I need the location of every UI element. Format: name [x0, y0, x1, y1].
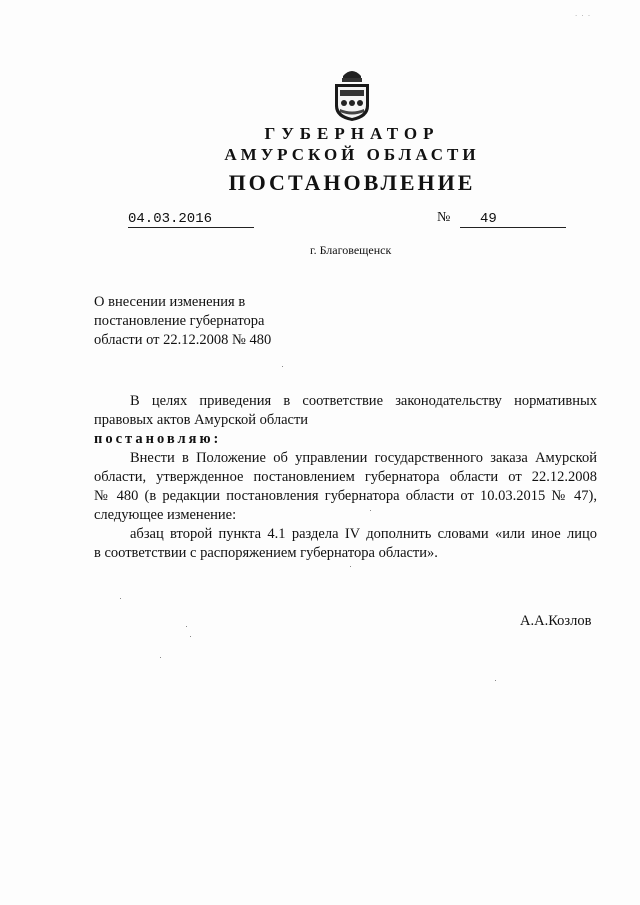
number-label: №	[437, 210, 451, 225]
coat-of-arms-emblem	[331, 66, 373, 122]
preamble-line: правовых актов Амурской области	[94, 412, 309, 428]
change-line: в соответствии с распоряжением губернатора области».	[94, 545, 438, 561]
city-name: г. Благовещенск	[310, 243, 392, 257]
item-line: Внести в Положение об управлении государственного заказа Амурской	[130, 450, 597, 466]
decree-word: постановляю:	[94, 431, 222, 447]
scan-speck	[120, 598, 121, 599]
scan-speck	[370, 510, 371, 511]
subject-line: области от 22.12.2008 № 480	[94, 332, 272, 348]
change-line: абзац второй пункта 4.1 раздела IV дополнить словами «или иное лицо	[130, 526, 597, 542]
header-region: АМУРСКОЙ ОБЛАСТИ	[224, 145, 480, 164]
item-line: следующее изменение:	[94, 507, 237, 523]
signature-name: А.А.Козлов	[520, 613, 592, 629]
preamble-line: В целях приведения в соответствие законодательству нормативных	[130, 393, 597, 409]
scan-speck	[190, 636, 191, 637]
scan-speck	[186, 626, 187, 627]
document-date: 04.03.2016	[128, 211, 254, 228]
scan-speck	[495, 680, 496, 681]
subject-line: постановление губернатора	[94, 313, 265, 329]
scan-speck	[160, 657, 161, 658]
corner-mark: · · ·	[575, 12, 592, 20]
document-body	[94, 392, 597, 563]
document-type-title: ПОСТАНОВЛЕНИЕ	[228, 170, 476, 195]
scan-speck	[350, 566, 351, 567]
item-line: № 480 (в редакции постановления губернатора области от 10.03.2015 № 47),	[94, 488, 597, 504]
document-number: 49	[460, 211, 566, 228]
scan-speck	[282, 366, 283, 367]
header-governor: ГУБЕРНАТОР	[264, 124, 440, 143]
subject-line: О внесении изменения в	[94, 294, 246, 310]
document-subject	[94, 293, 334, 350]
item-line: области, утвержденное постановлением губернатора области от 22.12.2008	[94, 469, 597, 485]
